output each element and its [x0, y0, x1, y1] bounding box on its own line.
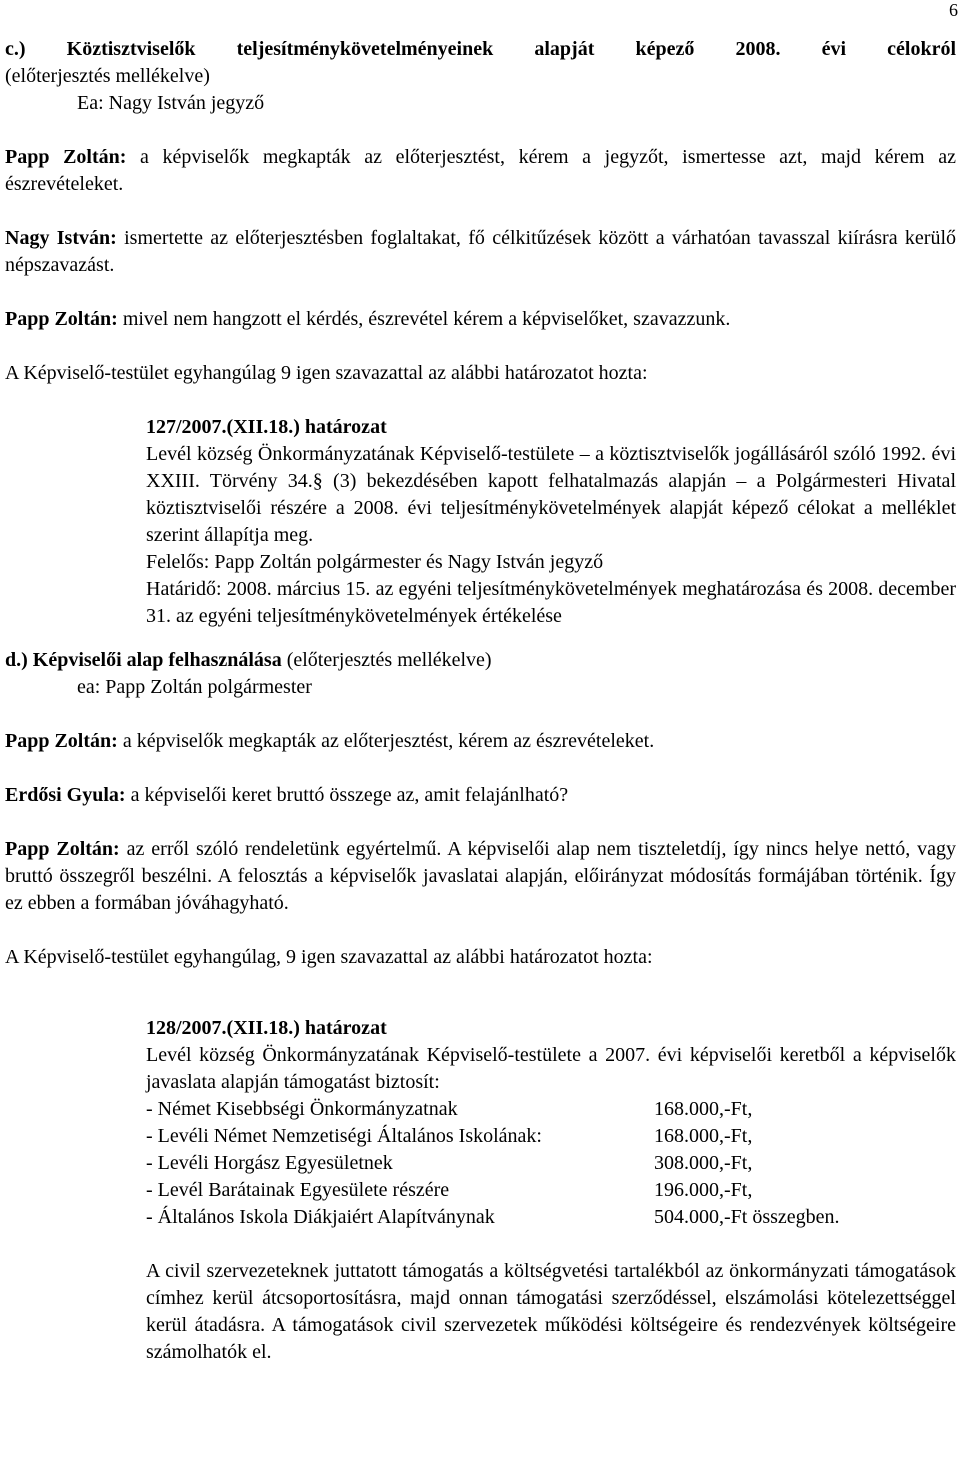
- support-item: [146, 1177, 956, 1204]
- speech-text: a képviselői keret bruttó összege az, amit felajánlható?: [125, 784, 569, 806]
- resolution-127-deadline: Határidő: 2008. március 15. az egyéni teljesítménykövetelmények meghatározása és 2008. december 31. az egyéni teljesítménykövetelmények értékelése: [146, 578, 956, 627]
- speaker-name: Papp Zoltán:: [5, 146, 127, 168]
- section-d-heading-title: d.) Képviselői alap felhasználása: [5, 649, 282, 671]
- section-c-presenter: Ea: Nagy István jegyző: [77, 92, 265, 114]
- speech-d-1: [5, 728, 956, 755]
- speaker-name: Nagy István:: [5, 227, 117, 249]
- resolution-128-intro: Levél község Önkormányzatának Képviselő-testülete a 2007. évi képviselői keretből a képviselők javaslata alapján támogatást biztosít:: [146, 1044, 956, 1093]
- support-amount: 196.000,-Ft,: [654, 1179, 753, 1201]
- resolution-127: [5, 414, 956, 630]
- resolution-127-body: Levél község Önkormányzatának Képviselő-testülete – a köztisztviselők jogállásáról szóló 1992. évi XXIII. Törvény 34.§ (3) bekezdésében kapott felhatalmazás alapján – a Polgármesteri Hivatal köztisztviselői részére a 2008. évi teljesítménykövetelmények alapját képező célokat a melléklet szerint állapítja meg.: [146, 443, 956, 546]
- resolution-127-title: 127/2007.(XII.18.) határozat: [146, 416, 387, 438]
- support-item: [146, 1204, 956, 1231]
- section-c-heading-note: (előterjesztés mellékelve): [5, 65, 210, 87]
- speech-c-1: [5, 144, 956, 198]
- speaker-name: Erdősi Gyula:: [5, 784, 126, 806]
- support-item: [146, 1123, 956, 1150]
- speech-c-3: [5, 306, 956, 333]
- support-recipient: - Levéli Horgász Egyesületnek: [146, 1152, 393, 1174]
- resolution-128: [5, 1015, 956, 1366]
- support-item: [146, 1096, 956, 1123]
- speaker-name: Papp Zoltán:: [5, 308, 118, 330]
- speech-d-2: [5, 782, 956, 809]
- resolution-128-title: 128/2007.(XII.18.) határozat: [146, 1017, 387, 1039]
- speaker-name: Papp Zoltán:: [5, 730, 118, 752]
- support-amount: 168.000,-Ft,: [654, 1098, 753, 1120]
- section-c-heading-title: c.) Köztisztviselők teljesítménykövetelményeinek alapját képező 2008. évi célokról: [5, 38, 956, 60]
- support-amount: 504.000,-Ft összegben.: [654, 1206, 840, 1228]
- page-number: 6: [949, 0, 958, 20]
- speech-text: mivel nem hangzott el kérdés, észrevétel kérem a képviselőket, szavazzunk.: [117, 308, 731, 330]
- resolution-127-responsible: Felelős: Papp Zoltán polgármester és Nagy István jegyző: [146, 551, 604, 573]
- speech-text: a képviselők megkapták az előterjesztést, kérem a jegyzőt, ismertesse azt, majd kérem az észrevételeket.: [5, 146, 956, 195]
- support-recipient: - Levéli Német Nemzetiségi Általános Iskolának:: [146, 1125, 542, 1147]
- speech-text: az erről szóló rendeletünk egyértelmű. A képviselői alap nem tiszteletdíj, így nincs helye nettó, vagy bruttó összegről beszélni. A felosztás a képviselők javaslatai alapján, előirányzat módosítás formájában történik. Így ez ebben a formában jóváhagyható.: [5, 838, 956, 914]
- vote-statement-d: A Képviselő-testület egyhangúlag, 9 igen szavazattal az alábbi határozatot hozta:: [5, 946, 653, 968]
- section-c-heading: [5, 36, 956, 63]
- resolution-128-closing: A civil szervezeteknek juttatott támogatás a költségvetési tartalékból az önkormányzati támogatások címhez kerül átcsoportosításra, majd onnan támogatási szerződéssel, elszámolási kötelezettséggel kerül átadásra. A támogatások civil szervezetek működési költségeire és rendezvények költségeire számolhatók el.: [146, 1260, 956, 1363]
- support-amount: 308.000,-Ft,: [654, 1152, 753, 1174]
- vote-statement-c: A Képviselő-testület egyhangúlag 9 igen szavazattal az alábbi határozatot hozta:: [5, 362, 648, 384]
- section-d-heading-note: (előterjesztés mellékelve): [281, 649, 492, 671]
- document-body: [5, 36, 956, 1366]
- speech-c-2: [5, 225, 956, 279]
- support-amount: 168.000,-Ft,: [654, 1125, 753, 1147]
- section-d-heading: [5, 647, 956, 674]
- speech-d-3: [5, 836, 956, 917]
- support-recipient: - Levél Barátainak Egyesülete részére: [146, 1179, 450, 1201]
- speech-text: ismertette az előterjesztésben foglaltakat, fő célkitűzések között a várhatóan tavasszal kiírásra kerülő népszavazást.: [5, 227, 956, 276]
- speaker-name: Papp Zoltán:: [5, 838, 120, 860]
- section-d-presenter: ea: Papp Zoltán polgármester: [77, 676, 312, 698]
- support-recipient: - Német Kisebbségi Önkormányzatnak: [146, 1098, 458, 1120]
- support-recipient: - Általános Iskola Diákjaiért Alapítványnak: [146, 1206, 495, 1228]
- speech-text: a képviselők megkapták az előterjesztést, kérem az észrevételeket.: [117, 730, 655, 752]
- support-item: [146, 1150, 956, 1177]
